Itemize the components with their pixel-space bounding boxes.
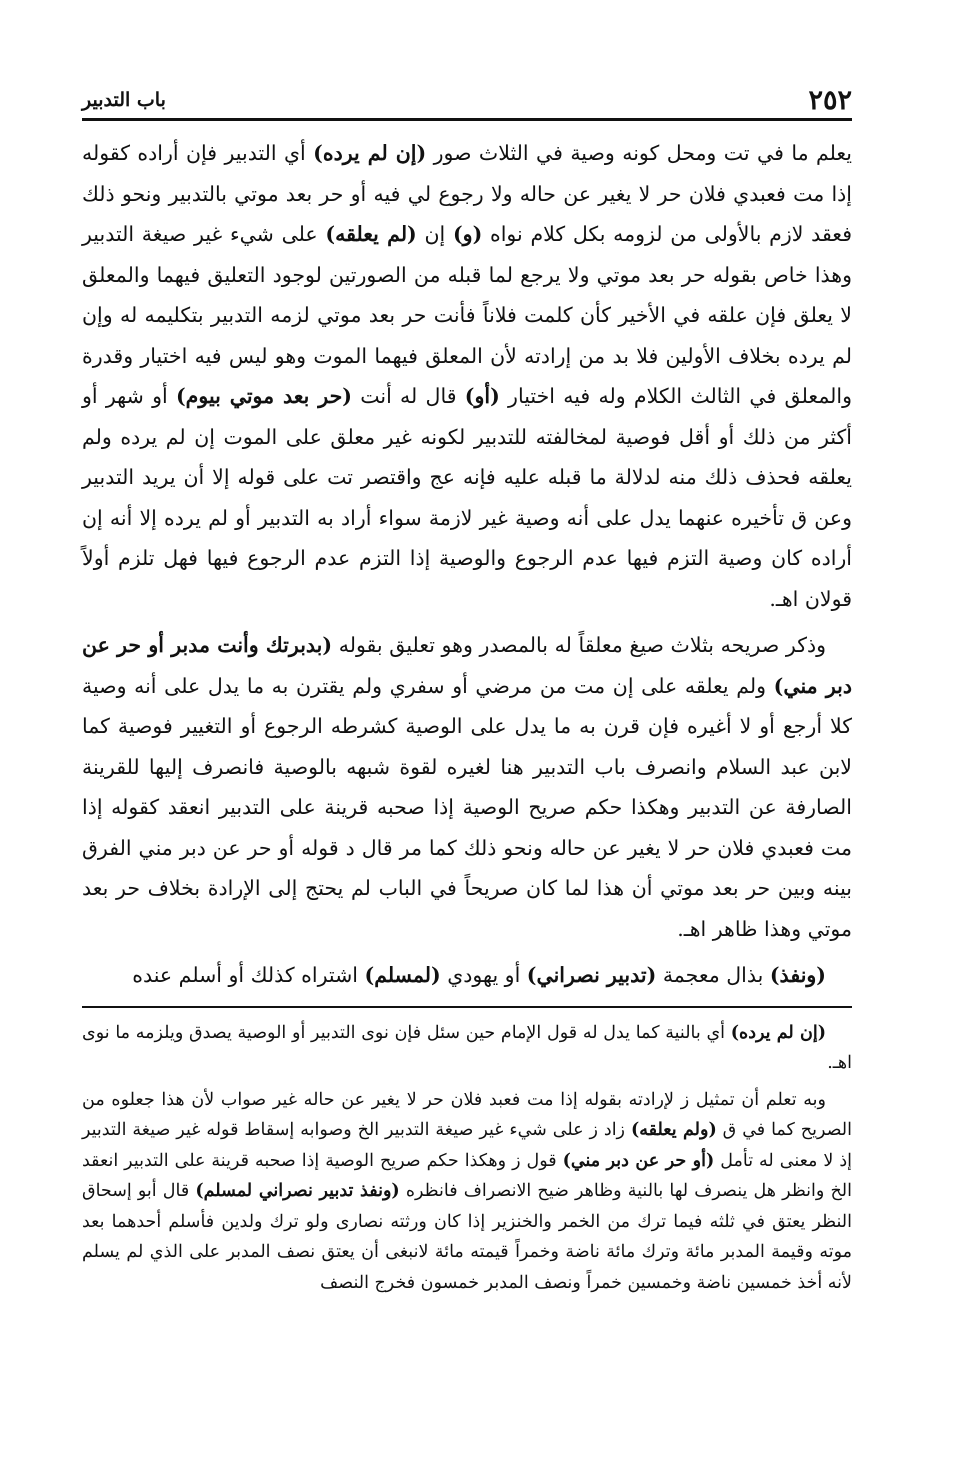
text-run: وبه تعلم أن تمثيل ز لإرادته بقوله إذا مت فعبد فلان حر لا يغير عن حاله غير صواب لأن هذا جعلوه من الصريح كما في ق — [82, 1089, 852, 1140]
text-run: على شيء غير صيغة التدبير وهذا خاص بقوله حر بعد موتي ولا يرجع لما قبله من الصورتين لوجود التعليق فيهما والمعلق لا يعلق فإن علقه في الأخير كأن كلمت فلاناً فأنت حر بعد موتي لزمه التدبير بتكليمه له وإن لم يرده بخلاف الأولين فلا بد من إرادته لأن المعلق فيهما الموت وهو ليس فيه اختيار وقدرة والمعلق في الثالث الكلام وله فيه اختيار — [82, 222, 853, 408]
bold-term: (إن لم يرده) — [313, 141, 427, 165]
text-run: قال له أنت — [351, 384, 465, 408]
page-number: ٢٥٢ — [808, 85, 852, 116]
text-run: زاد ز على شيء غير صيغة التدبير الخ وصوابه إسقاط قوله غير صيغة التدبير إذ لا معنى له تأمل — [82, 1120, 852, 1171]
bold-term: (ونفذ) — [769, 963, 826, 987]
text-run: وذكر صريحه بثلاث صيغ معلقاً له بالمصدر وهو تعليق بقوله — [332, 633, 826, 657]
bold-term: (لم يعلقه) — [325, 222, 417, 246]
text-run: قول ز وهكذا حكم صريح الوصية إذا صحبه قرينة على التدبير انعقد الخ وانظر هل ينصرف لها بالنية وظاهر ضيح الانصراف فانظره — [82, 1150, 852, 1201]
bold-term: (حر بعد موتي بيوم) — [175, 384, 352, 408]
footnote-1 — [82, 1018, 852, 1079]
text-run: أو يهودي — [440, 963, 527, 987]
text-run: أي التدبير فإن أراده كقوله إذا مت فعبدي فلان حر لا يغير عن حاله ولا رجوع لي فيه أو حر بعد موتي بالتدبير ونحو ذلك فعقد لازم بالأولى من لزومه بكل كلام نواه — [82, 141, 852, 246]
chapter-title: باب التدبير — [82, 89, 166, 111]
text-run: اشتراه كذلك أو أسلم عنده — [132, 963, 365, 987]
footnotes — [82, 1018, 852, 1299]
main-text — [82, 133, 852, 996]
main-paragraph-3 — [82, 955, 852, 996]
bold-term: (أو) — [464, 384, 500, 408]
running-header — [82, 78, 852, 121]
bold-term: (ونفذ تدبير نصراني لمسلم) — [195, 1181, 400, 1201]
main-paragraph-1 — [82, 133, 852, 619]
bold-term: (تدبير نصراني) — [526, 963, 657, 987]
book-page — [82, 78, 852, 1304]
bold-term: (أو حر عن دبر مني) — [562, 1150, 715, 1171]
text-run: يعلم ما في تت ومحل كونه وصية في الثلاث صور — [426, 141, 852, 165]
footnote-2 — [82, 1085, 852, 1299]
bold-term: (بدبرتك وأنت مدبر أو حر عن دبر مني) — [82, 633, 852, 698]
text-run: أي بالنية كما يدل له قول الإمام حين سئل فإن نوى التدبير أو الوصية يصدق ويلزمه ما نوى اهـ. — [82, 1022, 852, 1073]
text-run: ولم يعلقه على إن مت من مرضي أو سفري ولم يقترن به ما يدل على أنه وصية كلا أرجع أو لا أغيره فإن قرن به ما يدل على الوصية كشرطه الرجوع أو التغيير فوصية كما لابن عبد السلام وانصرف باب التدبير هنا لغيره لقوة شبهه بالوصية فانصرف إليها للقرينة الصارفة عن التدبير وهكذا حكم صريح الوصية إذا صحبه قرينة على التدبير انعقد كقوله إذا مت فعبدي فلان حر لا يغير عن حاله ونحو ذلك كما مر قال د قوله أو حر عن دبر مني الفرق بينه وبين حر بعد موتي أن هذا لما كان صريحاً في الباب لم يحتج إلى الإرادة بخلاف حر بعد موتي وهذا ظاهر اهـ. — [82, 673, 852, 941]
footnote-separator — [82, 1006, 852, 1008]
bold-term: (لمسلم) — [364, 963, 441, 987]
bold-term: (و) — [452, 222, 483, 246]
bold-term: (إن لم يرده) — [730, 1022, 826, 1043]
text-run: أو شهر أو أكثر من ذلك أو أقل فوصية لمخالفته للتدبير لكونه غير معلق على الموت إن لم يرده ولم يعلقه فحذف ذلك منه لدلالة ما قبله عليه فإنه عج واقتصر تت على قوله إلا أن يريد التدبير وعن ق تأخيره عنهما يدل على أنه وصية غير لازمة سواء أراد به التدبير أو لم يرده إلا أنه إن أراده كان وصية التزم فيها عدم الرجوع والوصية إذا التزم عدم الرجوع فيها فهل تلزم أولاً قولان اهـ. — [82, 384, 852, 611]
text-run: بذال معجمة — [656, 963, 770, 987]
bold-term: (ولم يعلقه) — [630, 1120, 717, 1140]
text-run: إن — [416, 222, 453, 246]
text-run: قال أبو إسحاق النظر يعتق في ثلثه فيما ترك من الخمر والخنزير إذا كان ورثته نصارى ولو ترك ولدين فأسلم أحدهما بعد موته وقيمة المدبر مائة وترك مائة ناضة وخمراً قيمته مائة لانبغى أن يعتق نصف المدبر على الذي لم يسلم لأنه أخذ خمسين ناضة وخمسين خمراً ونصف المدبر خمسون فخرج النصف — [82, 1181, 852, 1293]
main-paragraph-2 — [82, 625, 852, 949]
